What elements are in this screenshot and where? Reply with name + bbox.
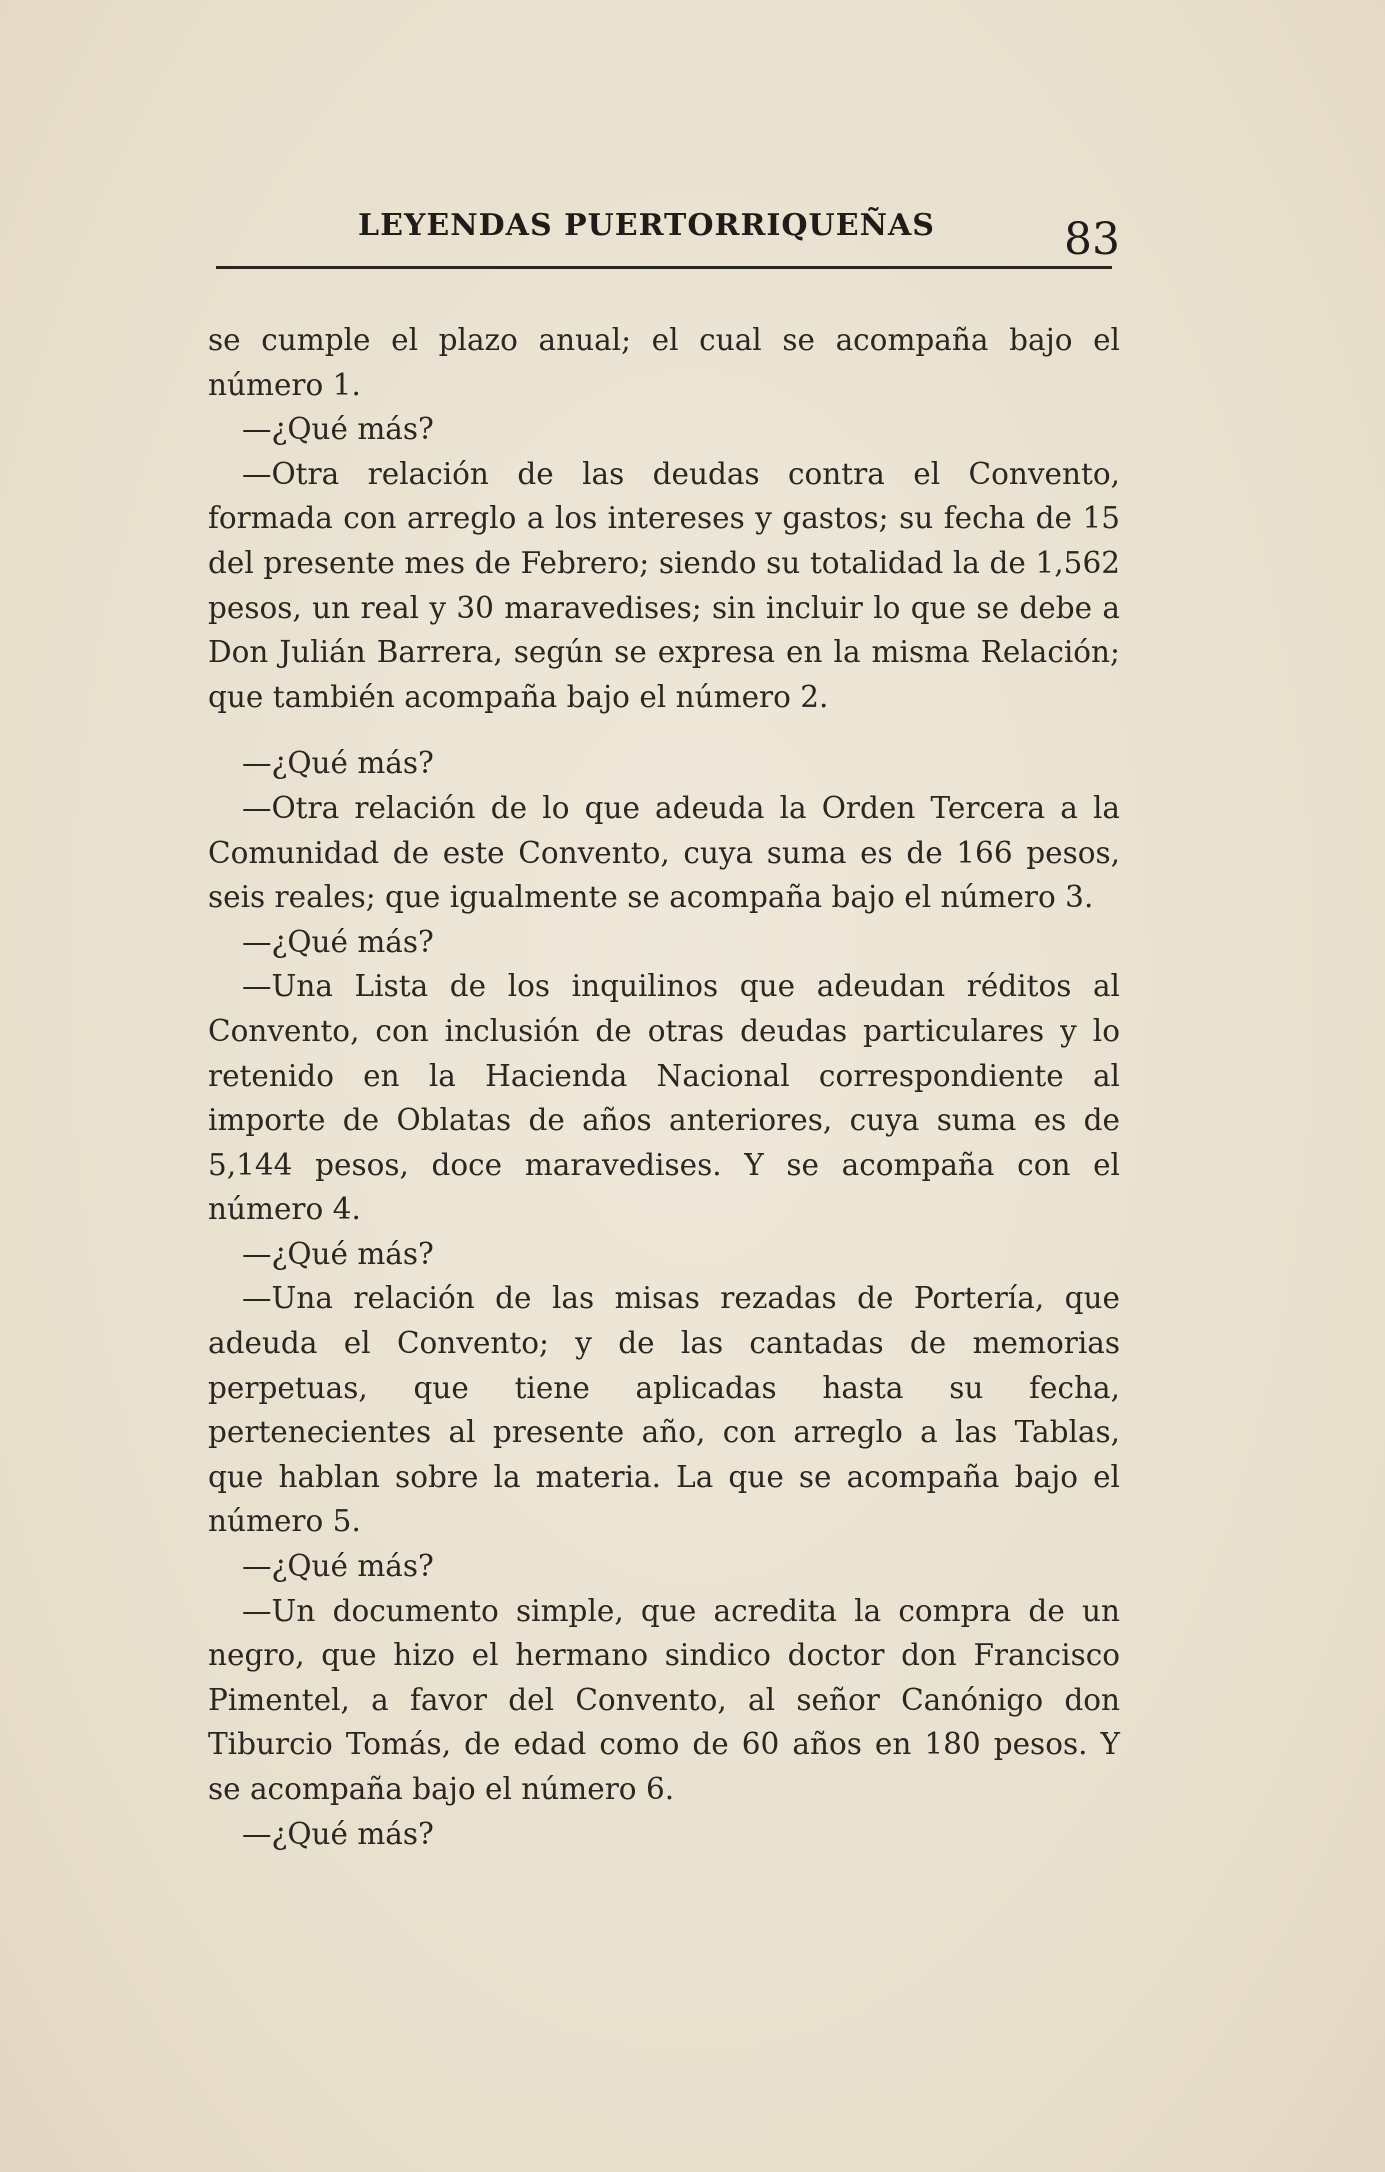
question-line: —¿Qué más?: [242, 924, 434, 959]
answer-paragraph: —Un documento simple, que acredita la compra de un negro, que hizo el hermano sindico doctor don Francisco Pimentel, a favor del Convento, al señor Canónigo don Tiburcio Tomás, de edad como de 60 años en 180 pesos. Y se acompaña bajo el número 6.: [208, 1593, 1120, 1806]
answer-paragraph: —Otra relación de lo que adeuda la Orden Tercera a la Comunidad de este Convento, cuya suma es de 166 pesos, seis reales; que igualmente se acompaña bajo el número 3.: [208, 790, 1120, 915]
body-text: [208, 318, 1120, 1856]
page-number: 83: [1064, 214, 1120, 265]
question-line: —¿Qué más?: [242, 746, 434, 781]
running-head: [208, 196, 1120, 276]
answer-paragraph: —Una relación de las misas rezadas de Portería, que adeuda el Convento; y de las cantadas de memorias perpetuas, que tiene aplicadas hasta su fecha, pertenecientes al presente año, con arreglo a las Tablas, que hablan sobre la materia. La que se acompaña bajo el número 5.: [208, 1281, 1120, 1539]
question-line: —¿Qué más?: [242, 412, 434, 447]
answer-paragraph: —Una Lista de los inquilinos que adeudan réditos al Convento, con inclusión de otras deudas particulares y lo retenido en la Hacienda Nacional correspondiente al importe de Oblatas de años anteriores, cuya suma es de 5,144 pesos, doce maravedises. Y se acompaña con el número 4.: [208, 969, 1120, 1227]
answer-paragraph: —Otra relación de las deudas contra el Convento, formada con arreglo a los intereses y gastos; su fecha de 15 del presente mes de Febrero; siendo su totalidad la de 1,562 pesos, un real y 30 maravedises; sin incluir lo que se debe a Don Julián Barrera, según se expresa en la misma Relación; que también acompaña bajo el número 2.: [208, 456, 1120, 714]
question-line: —¿Qué más?: [242, 1816, 434, 1851]
question-line: —¿Qué más?: [242, 1549, 434, 1584]
question-line: —¿Qué más?: [242, 1236, 434, 1271]
paragraph: se cumple el plazo anual; el cual se acompaña bajo el número 1.: [208, 323, 1120, 402]
running-title: LEYENDAS PUERTORRIQUEÑAS: [358, 208, 935, 243]
header-rule: [216, 266, 1112, 269]
